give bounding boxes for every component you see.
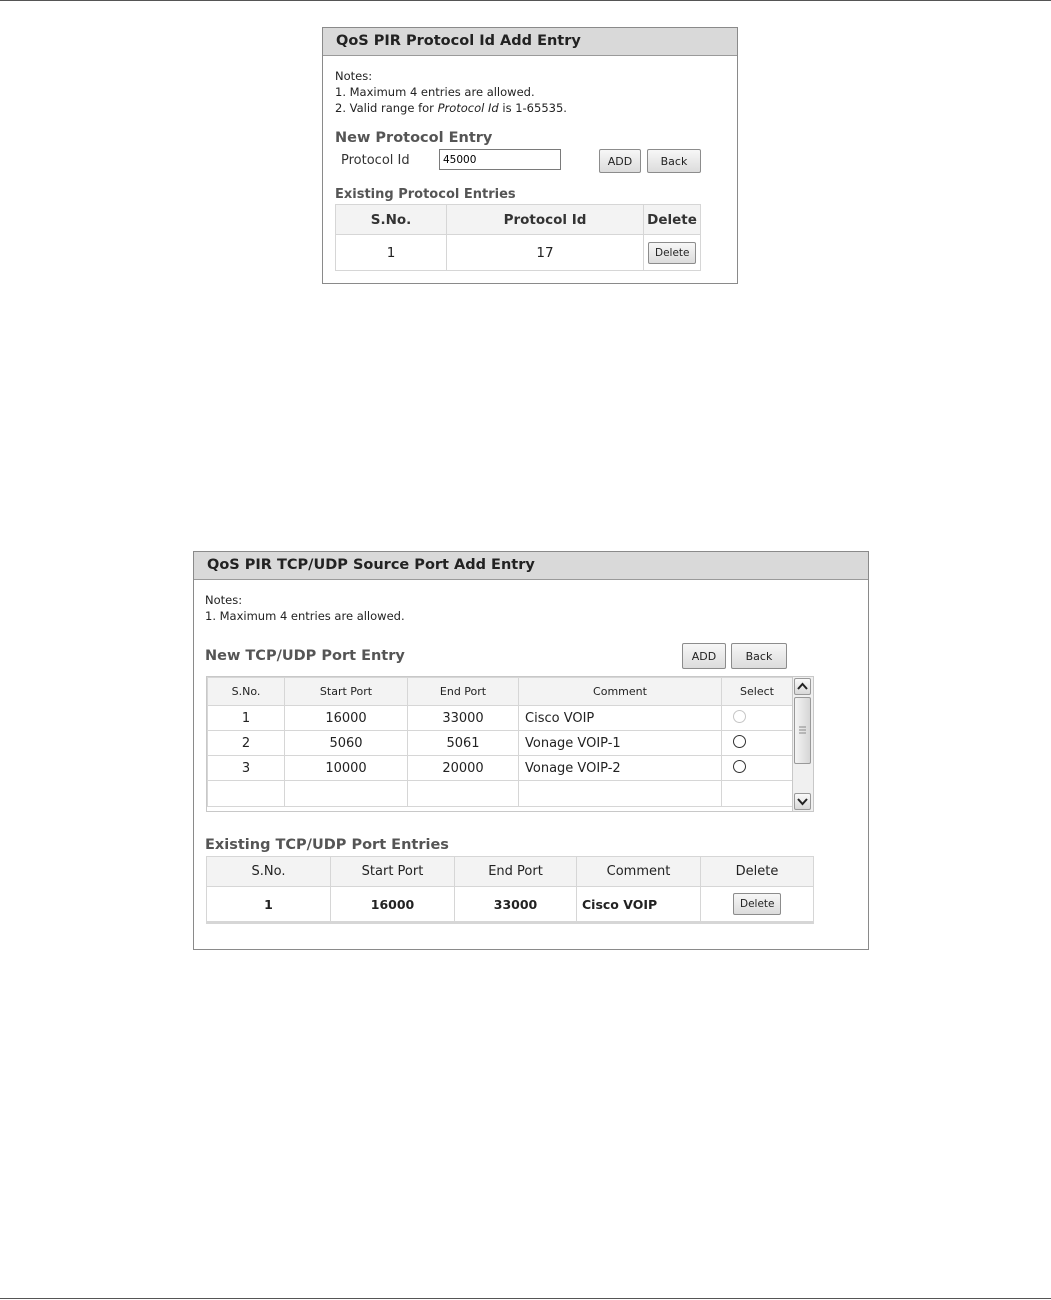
cell-delete bbox=[644, 235, 701, 271]
table-row bbox=[336, 235, 701, 271]
cell-end-port: 5061 bbox=[408, 731, 519, 756]
cell-start-port: 16000 bbox=[285, 706, 408, 731]
col-delete: Delete bbox=[701, 857, 814, 887]
grip-icon bbox=[795, 698, 810, 763]
cell-comment: Vonage VOIP-2 bbox=[519, 756, 722, 781]
col-comment: Comment bbox=[577, 857, 701, 887]
note-2: 2. Valid range for Protocol Id is 1-65535. bbox=[335, 101, 567, 115]
scrollbar[interactable] bbox=[792, 677, 813, 811]
protocol-id-input[interactable] bbox=[439, 149, 561, 170]
protocol-id-panel bbox=[322, 27, 738, 284]
cell-select bbox=[722, 731, 793, 756]
existing-port-table bbox=[206, 856, 814, 924]
cell-sno: 1 bbox=[207, 887, 331, 923]
cell-comment: Cisco VOIP bbox=[577, 887, 701, 923]
notes-title: Notes: bbox=[335, 69, 373, 83]
add-button[interactable]: ADD bbox=[682, 643, 726, 669]
cell-sno: 2 bbox=[208, 731, 285, 756]
new-protocol-heading: New Protocol Entry bbox=[335, 130, 493, 146]
col-select: Select bbox=[722, 678, 793, 706]
table-row bbox=[207, 887, 814, 923]
chevron-down-icon bbox=[795, 794, 810, 809]
table-row-empty bbox=[208, 781, 793, 807]
panel-title: QoS PIR Protocol Id Add Entry bbox=[323, 28, 737, 56]
table-header bbox=[208, 678, 793, 706]
col-delete: Delete bbox=[644, 205, 701, 235]
notes bbox=[205, 592, 805, 624]
cell-select bbox=[722, 756, 793, 781]
scroll-up-button[interactable] bbox=[794, 678, 811, 695]
table-row bbox=[208, 706, 793, 731]
col-start-port: Start Port bbox=[331, 857, 455, 887]
table-header bbox=[336, 205, 701, 235]
notes-title: Notes: bbox=[205, 593, 243, 607]
cell-comment: Cisco VOIP bbox=[519, 706, 722, 731]
protocol-id-label: Protocol Id bbox=[341, 153, 410, 168]
cell-start-port: 10000 bbox=[285, 756, 408, 781]
panel-title: QoS PIR TCP/UDP Source Port Add Entry bbox=[194, 552, 868, 580]
add-button[interactable]: ADD bbox=[599, 149, 641, 173]
select-radio[interactable] bbox=[733, 735, 746, 748]
new-port-table bbox=[207, 677, 793, 807]
cell-start-port: 16000 bbox=[331, 887, 455, 923]
select-radio[interactable] bbox=[733, 760, 746, 773]
existing-port-heading: Existing TCP/UDP Port Entries bbox=[205, 837, 449, 853]
col-start-port: Start Port bbox=[285, 678, 408, 706]
table-row bbox=[208, 756, 793, 781]
new-port-list[interactable] bbox=[206, 676, 814, 812]
cell-end-port: 33000 bbox=[408, 706, 519, 731]
top-rule bbox=[0, 0, 1051, 1]
cell-delete bbox=[701, 887, 814, 923]
delete-button[interactable]: Delete bbox=[648, 242, 696, 264]
col-protocol-id: Protocol Id bbox=[447, 205, 644, 235]
note-1: 1. Maximum 4 entries are allowed. bbox=[205, 609, 405, 623]
back-button[interactable]: Back bbox=[731, 643, 787, 669]
cell-sno: 3 bbox=[208, 756, 285, 781]
cell-protocol-id: 17 bbox=[447, 235, 644, 271]
cell-end-port: 33000 bbox=[455, 887, 577, 923]
cell-sno: 1 bbox=[208, 706, 285, 731]
bottom-rule bbox=[0, 1298, 1051, 1299]
existing-protocol-table bbox=[335, 204, 701, 271]
table-row bbox=[208, 731, 793, 756]
tcp-udp-port-panel bbox=[193, 551, 869, 950]
col-end-port: End Port bbox=[455, 857, 577, 887]
scroll-down-button[interactable] bbox=[794, 793, 811, 810]
col-comment: Comment bbox=[519, 678, 722, 706]
cell-select bbox=[722, 706, 793, 731]
cell-start-port: 5060 bbox=[285, 731, 408, 756]
notes bbox=[335, 68, 725, 116]
col-sno: S.No. bbox=[336, 205, 447, 235]
cell-sno: 1 bbox=[336, 235, 447, 271]
cell-end-port: 20000 bbox=[408, 756, 519, 781]
col-end-port: End Port bbox=[408, 678, 519, 706]
table-header bbox=[207, 857, 814, 887]
select-radio-disabled bbox=[733, 710, 746, 723]
chevron-up-icon bbox=[795, 679, 810, 694]
cell-comment: Vonage VOIP-1 bbox=[519, 731, 722, 756]
delete-button[interactable]: Delete bbox=[733, 893, 781, 915]
back-button[interactable]: Back bbox=[647, 149, 701, 173]
col-sno: S.No. bbox=[208, 678, 285, 706]
note-1: 1. Maximum 4 entries are allowed. bbox=[335, 85, 535, 99]
existing-protocol-heading: Existing Protocol Entries bbox=[335, 187, 516, 202]
col-sno: S.No. bbox=[207, 857, 331, 887]
scroll-thumb[interactable] bbox=[794, 697, 811, 764]
new-port-heading: New TCP/UDP Port Entry bbox=[205, 648, 405, 664]
